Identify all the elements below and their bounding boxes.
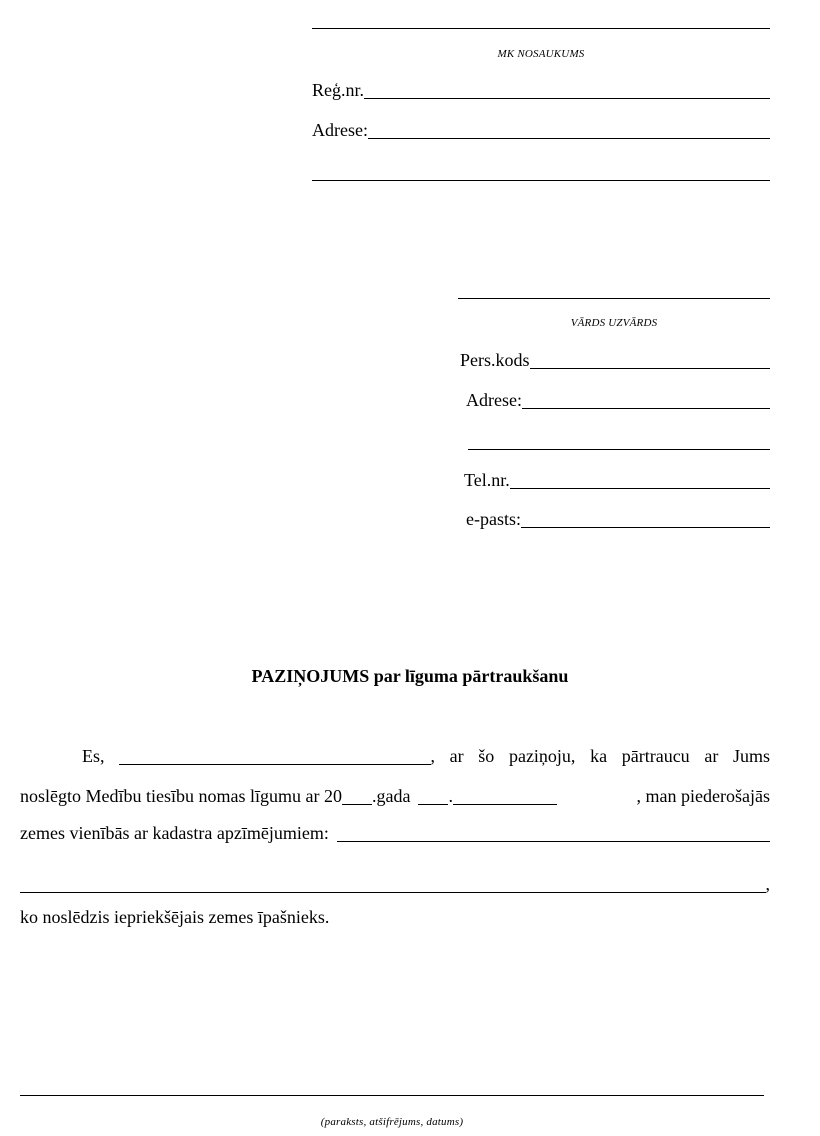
person-code-field[interactable] (460, 350, 770, 370)
body-line4-comma: , (765, 874, 770, 894)
cadastre-input-blank-2[interactable] (20, 874, 766, 893)
contract-day-blank[interactable] (418, 786, 448, 805)
body-line5-text: ko noslēdzis iepriekšējais zemes īpašnieks. (20, 907, 330, 927)
company-reg-label: Reģ.nr. (312, 80, 364, 100)
contract-year-blank[interactable] (342, 786, 372, 805)
person-name-caption: VĀRDS UZVĀRDS (570, 317, 658, 329)
contract-month-blank[interactable] (453, 786, 557, 805)
body-line2-part2: .gada (371, 786, 411, 806)
person-address-input[interactable] (522, 390, 770, 409)
person-code-input[interactable] (530, 350, 770, 369)
person-phone-label: Tel.nr. (464, 470, 510, 490)
body-line1-end: , ar šo paziņoju, ka pārtraucu ar Jums (430, 746, 770, 766)
body-line3-text: zemes vienībās ar kadastra apzīmējumiem: (20, 823, 329, 843)
person-phone-field[interactable] (464, 470, 770, 490)
document-title: PAZIŅOJUMS par līguma pārtraukšanu (251, 666, 569, 686)
body-line-1 (20, 745, 770, 767)
signature-line[interactable] (20, 1095, 764, 1096)
person-code-label: Pers.kods (460, 350, 530, 370)
company-name-caption: MK NOSAUKUMS (497, 48, 585, 60)
person-address-label: Adrese: (466, 390, 522, 410)
body-line2-part3: . (448, 786, 453, 806)
person-address-field[interactable] (466, 390, 770, 410)
person-email-label: e-pasts: (466, 509, 521, 529)
person-name-line[interactable] (458, 298, 770, 299)
company-reg-field[interactable] (312, 80, 770, 100)
signature-caption: (paraksts, atšifrējums, datums) (320, 1116, 464, 1128)
person-email-input[interactable] (521, 509, 770, 528)
person-email-field[interactable] (466, 509, 770, 529)
body-line1-start: Es, (82, 746, 105, 766)
company-address-input[interactable] (368, 120, 770, 139)
body-line-3 (20, 822, 770, 844)
company-address-line-2[interactable] (312, 180, 770, 181)
company-address-label: Adrese: (312, 120, 368, 140)
company-reg-input[interactable] (364, 80, 770, 99)
person-address-line-2[interactable] (468, 449, 770, 450)
body-line2-part4: , man piederošajās (636, 786, 770, 806)
body-line-2 (20, 785, 770, 807)
person-phone-input[interactable] (510, 470, 770, 489)
company-name-line[interactable] (312, 28, 770, 29)
company-address-field[interactable] (312, 120, 770, 140)
body-line2-part1: noslēgto Medību tiesību nomas līgumu ar 20 (20, 786, 342, 806)
body-line-5 (20, 906, 770, 928)
body-line-4 (20, 873, 770, 895)
name-input-blank[interactable] (119, 746, 431, 765)
cadastre-input-blank[interactable] (337, 823, 770, 842)
